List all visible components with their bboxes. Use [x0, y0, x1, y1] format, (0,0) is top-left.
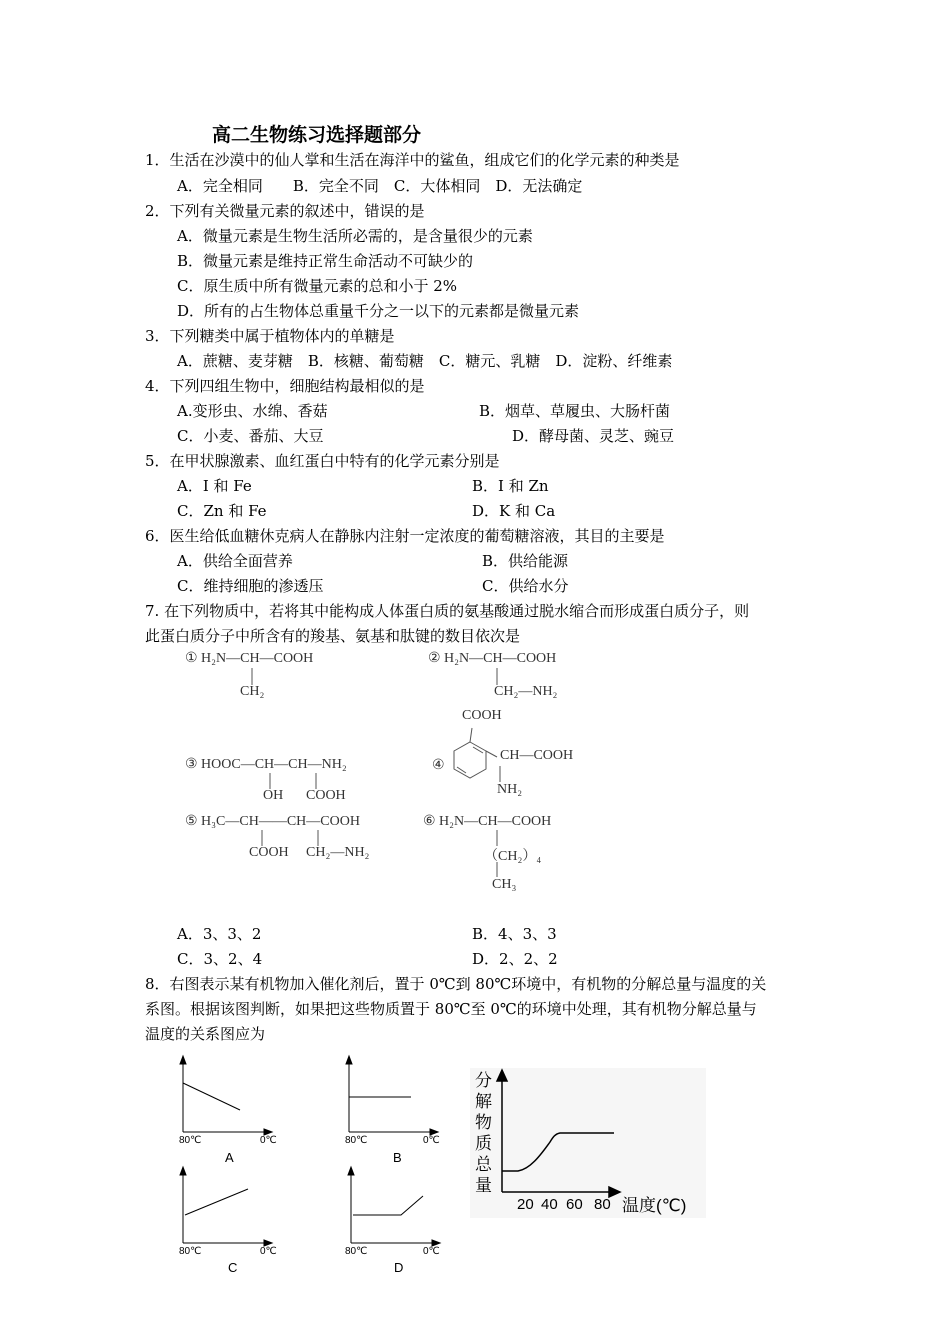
- main-graph-ylabel-3: 物: [475, 1113, 492, 1132]
- question-2-option-b: B．微量元素是维持正常生命活动不可缺少的: [177, 252, 474, 270]
- question-7-option-d: D．2、2、2: [472, 950, 558, 968]
- graph-b-x-right: 0℃: [423, 1135, 440, 1146]
- structure-5-side-cooh: COOH: [249, 845, 289, 860]
- structure-2-main: ② H₂N—CH—COOH: [428, 651, 557, 666]
- question-7-option-b: B．4、3、3: [472, 925, 557, 943]
- structure-6-side-ch3: CH₃: [492, 877, 517, 892]
- question-4-option-b: B．烟草、草履虫、大肠杆菌: [479, 402, 671, 420]
- question-2-option-a: A．微量元素是生物生活所必需的，是含量很少的元素: [177, 227, 533, 245]
- structure-4-main: CH—COOH: [500, 748, 574, 763]
- structure-5-main: ⑤ H₃C—CH——CH—COOH: [185, 814, 360, 829]
- question-1-stem: 1．生活在沙漠中的仙人掌和生活在海洋中的鲨鱼，组成它们的化学元素的种类是: [145, 151, 680, 169]
- structure-1-main: ① H₂N—CH—COOH: [185, 651, 314, 666]
- question-4-stem: 4．下列四组生物中，细胞结构最相似的是: [145, 377, 425, 395]
- question-5-stem: 5．在甲状腺激素、血红蛋白中特有的化学元素分别是: [145, 452, 500, 470]
- graph-d-x-left: 80℃: [345, 1246, 368, 1257]
- question-8-stem-line3: 温度的关系图应为: [145, 1025, 266, 1043]
- structure-3-side-oh: OH: [263, 788, 284, 803]
- graph-a-label: A: [225, 1150, 234, 1165]
- structure-6-side-chain: （CH₂）₄: [484, 849, 542, 864]
- main-graph-tick-40: 40: [541, 1196, 558, 1213]
- question-1-options: A．完全相同 B．完全不同 C．大体相同 D．无法确定: [177, 177, 583, 195]
- question-5-option-b: B．I 和 Zn: [472, 477, 549, 495]
- question-6-stem: 6．医生给低血糖休克病人在静脉内注射一定浓度的葡萄糖溶液，其目的主要是: [145, 527, 665, 545]
- main-graph-ylabel-1: 分: [475, 1071, 492, 1090]
- graph-a-x-left: 80℃: [179, 1135, 202, 1146]
- graph-c-x-left: 80℃: [179, 1246, 202, 1257]
- main-graph-tick-80: 80: [594, 1196, 611, 1213]
- question-5-option-c: C．Zn 和 Fe: [177, 502, 267, 520]
- graph-c-label: C: [228, 1260, 238, 1275]
- question-8-stem-line2: 系图。根据该图判断，如果把这些物质置于 80℃至 0℃的环境中处理，其有机物分解总量与: [145, 1000, 757, 1018]
- structure-3-side-cooh: COOH: [306, 788, 346, 803]
- question-7-stem-line1: 7. 在下列物质中，若将其中能构成人体蛋白质的氨基酸通过脱水缩合而形成蛋白质分子，则: [145, 602, 750, 620]
- graph-d-label: D: [394, 1260, 404, 1275]
- graph-c-x-right: 0℃: [260, 1246, 277, 1257]
- structure-4-top: COOH: [462, 708, 502, 723]
- structure-4-side: NH₂: [497, 782, 523, 797]
- structure-2-side: CH₂—NH₂: [494, 684, 558, 699]
- graph-b-x-left: 80℃: [345, 1135, 368, 1146]
- question-4-option-d: D．酵母菌、灵芝、豌豆: [512, 427, 675, 445]
- main-graph-ylabel-4: 质: [475, 1134, 492, 1153]
- question-7-option-c: C．3、2、4: [177, 950, 263, 968]
- question-4-option-c: C．小麦、番茄、大豆: [177, 427, 324, 445]
- graph-d-x-right: 0℃: [423, 1246, 440, 1257]
- graph-b-label: B: [393, 1150, 402, 1165]
- graph-d-line: [353, 1196, 423, 1215]
- question-4-option-a: A.变形虫、水绵、香菇: [177, 402, 328, 420]
- main-graph-ylabel-6: 量: [475, 1176, 492, 1195]
- page-title: 高二生物练习选择题部分: [212, 124, 422, 146]
- structure-1-side: CH₂: [240, 684, 265, 699]
- structure-3-main: ③ HOOC—CH—CH—NH₂: [185, 757, 347, 772]
- main-graph-tick-20: 20: [517, 1196, 534, 1213]
- question-2-stem: 2．下列有关微量元素的叙述中，错误的是: [145, 202, 425, 220]
- main-graph-ylabel-2: 解: [475, 1092, 492, 1111]
- question-2-option-c: C．原生质中所有微量元素的总和小于 2%: [177, 277, 458, 295]
- structure-4-label: ④: [432, 758, 445, 773]
- question-5-option-d: D．K 和 Ca: [472, 502, 556, 520]
- question-8-stem-line1: 8．右图表示某有机物加入催化剂后，置于 0℃到 80℃环境中，有机物的分解总量与温度的关: [145, 975, 767, 993]
- structure-5-side-ch2nh2: CH₂—NH₂: [306, 845, 370, 860]
- question-7-stem-line2: 此蛋白质分子中所含有的羧基、氨基和肽键的数目依次是: [145, 627, 521, 645]
- graph-a-line: [183, 1083, 240, 1110]
- structure-6-main: ⑥ H₂N—CH—COOH: [423, 814, 552, 829]
- question-6-option-a: A．供给全面营养: [177, 552, 293, 570]
- question-6-option-c: C．维持细胞的渗透压: [177, 577, 324, 595]
- question-6-option-d: C．供给水分: [482, 577, 569, 595]
- question-3-options: A．蔗糖、麦芽糖 B．核糖、葡萄糖 C．糖元、乳糖 D．淀粉、纤维素: [177, 352, 673, 370]
- graph-a-x-right: 0℃: [260, 1135, 277, 1146]
- question-2-option-d: D．所有的占生物体总重量千分之一以下的元素都是微量元素: [177, 302, 580, 320]
- main-graph-ylabel-5: 总: [475, 1155, 492, 1174]
- question-7-option-a: A．3、3、2: [177, 925, 262, 943]
- graph-c-line: [185, 1189, 248, 1215]
- question-5-option-a: A．I 和 Fe: [177, 477, 252, 495]
- question-6-option-b: B．供给能源: [482, 552, 569, 570]
- main-graph-tick-60: 60: [566, 1196, 583, 1213]
- question-3-stem: 3．下列糖类中属于植物体内的单糖是: [145, 327, 395, 345]
- main-graph-xlabel: 温度(℃): [622, 1196, 687, 1215]
